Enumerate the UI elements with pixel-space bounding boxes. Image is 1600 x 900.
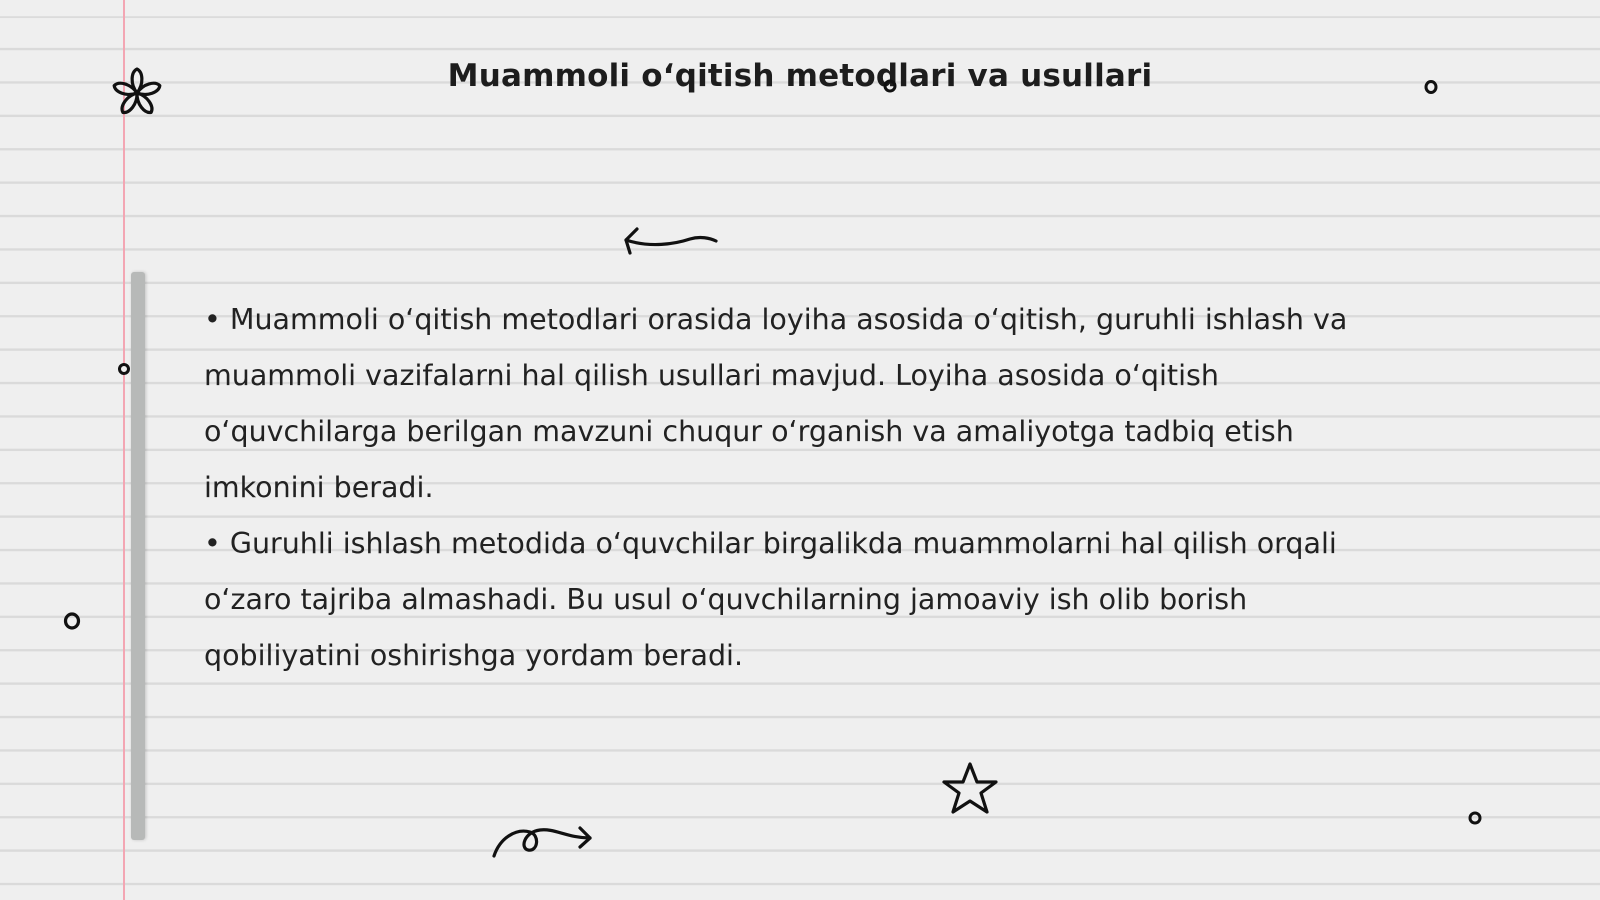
circle-icon <box>61 610 83 632</box>
circle-icon <box>1422 78 1440 96</box>
body-paragraph-1: • Muammoli o‘qitish metodlari orasida loyiha asosida o‘qitish, guruhli ishlash va muammoli vazifalarni hal qilish usullari mavjud. Loyiha asosida o‘qitish o‘quvchilarga berilgan mavzuni chuqur o‘rganish va amaliyotga tadbiq etish imkonini beradi. <box>204 303 1348 504</box>
circle-icon <box>116 361 132 377</box>
arrow-left-icon <box>620 224 720 258</box>
loop-arrow-icon <box>490 818 596 870</box>
text-side-bar <box>131 272 145 840</box>
flower-icon <box>108 64 166 122</box>
circle-icon <box>1466 809 1484 827</box>
notebook-margin-line <box>123 0 125 900</box>
slide-body <box>204 292 1384 684</box>
body-paragraph-2: • Guruhli ishlash metodida o‘quvchilar birgalikda muammolarni hal qilish orqali o‘zaro tajriba almashadi. Bu usul o‘quvchilarning jamoaviy ish olib borish qobiliyatini oshirishga yordam beradi. <box>204 527 1337 672</box>
circle-icon <box>882 78 898 94</box>
star-icon <box>938 760 1002 820</box>
slide-title: Muammoli o‘qitish metodlari va usullari <box>447 58 1153 94</box>
